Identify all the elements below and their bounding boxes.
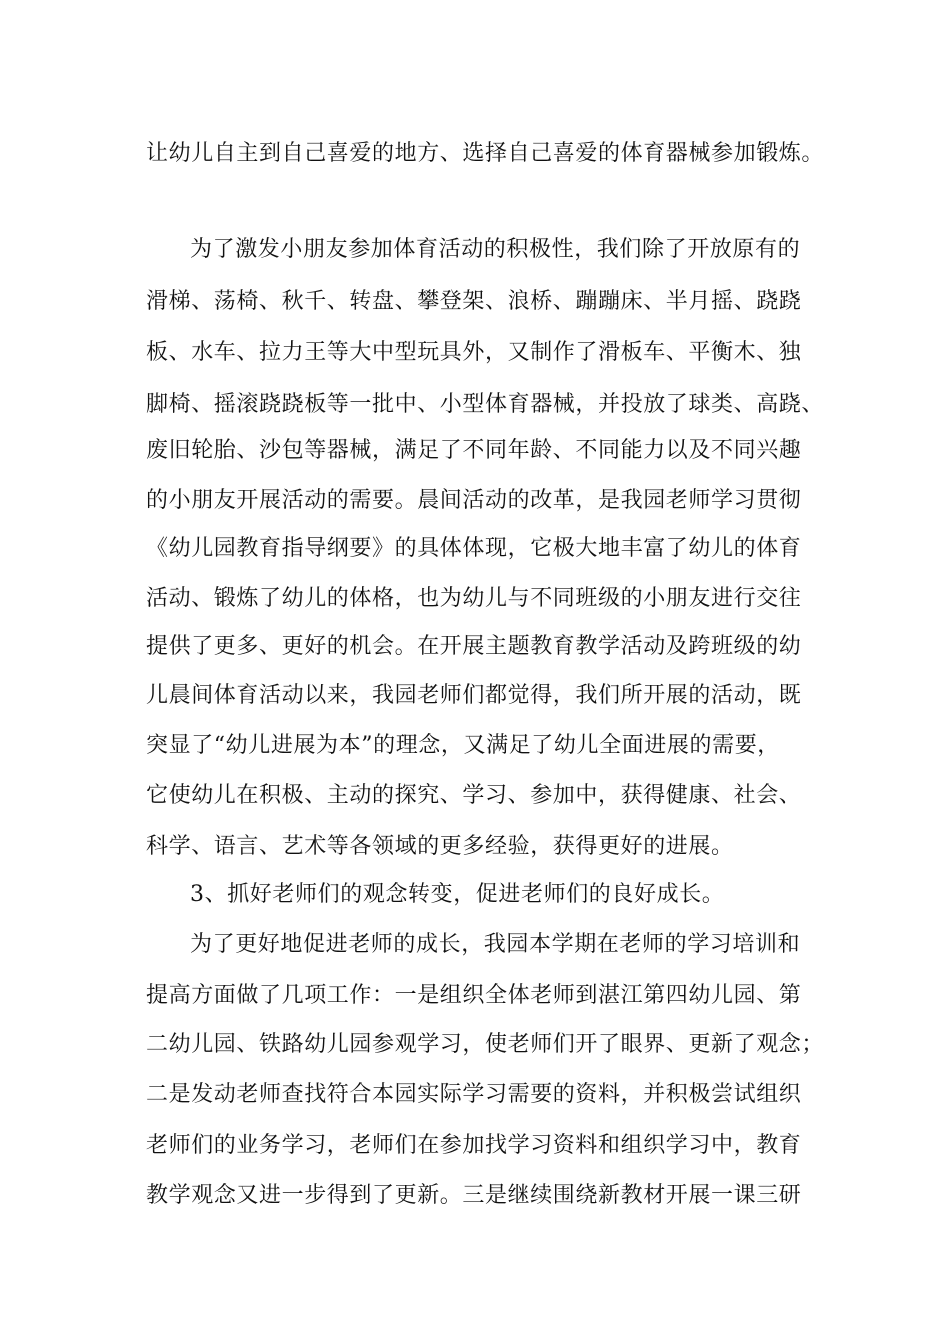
paragraph-first-line: 为了更好地促进老师的成长，我园本学期在老师的学习培训和 xyxy=(190,932,801,957)
text-line: 儿晨间体育活动以来，我园老师们都觉得，我们所开展的活动，既 xyxy=(146,683,802,708)
text-line: 它使幼儿在积极、主动的探究、学习、参加中，获得健康、社会、 xyxy=(146,783,802,808)
text-line: 废旧轮胎、沙包等器械，满足了不同年龄、不同能力以及不同兴趣 xyxy=(146,438,802,463)
text-line: 老师们的业务学习，老师们在参加找学习资料和组织学习中，教育 xyxy=(146,1133,802,1158)
text-line: 活动、锻炼了幼儿的体格，也为幼儿与不同班级的小朋友进行交往 xyxy=(146,586,802,611)
section-heading: 3、抓好老师们的观念转变，促进老师们的良好成长。 xyxy=(190,882,725,907)
paragraph-first-line: 为了激发小朋友参加体育活动的积极性，我们除了开放原有的 xyxy=(190,237,801,262)
text-line: 提高方面做了几项工作：一是组织全体老师到湛江第四幼儿园、第 xyxy=(146,983,802,1008)
text-line: 的小朋友开展活动的需要。晨间活动的改革，是我园老师学习贯彻 xyxy=(146,488,802,513)
text-line: 二幼儿园、铁路幼儿园参观学习，使老师们开了眼界、更新了观念； xyxy=(146,1032,825,1057)
text-line: 让幼儿自主到自己喜爱的地方、选择自己喜爱的体育器械参加锻炼。 xyxy=(146,141,825,166)
text-line: 教学观念又进一步得到了更新。三是继续围绕新教材开展一课三研 xyxy=(146,1183,802,1208)
text-line: 滑梯、荡椅、秋千、转盘、攀登架、浪桥、蹦蹦床、半月摇、跷跷 xyxy=(146,289,802,314)
text-line: 二是发动老师查找符合本园实际学习需要的资料，并积极尝试组织 xyxy=(146,1082,802,1107)
text-line: 突显了“幼儿进展为本”的理念，又满足了幼儿全面进展的需要， xyxy=(146,733,780,758)
text-line: 板、水车、拉力王等大中型玩具外，又制作了滑板车、平衡木、独 xyxy=(146,340,802,365)
text-line: 科学、语言、艺术等各领域的更多经验，获得更好的进展。 xyxy=(146,834,734,859)
text-line: 脚椅、摇滚跷跷板等一批中、小型体育器械，并投放了球类、高跷、 xyxy=(146,392,825,417)
text-line: 提供了更多、更好的机会。在开展主题教育教学活动及跨班级的幼 xyxy=(146,634,802,659)
text-line: 《幼儿园教育指导纲要》的具体体现，它极大地丰富了幼儿的体育 xyxy=(146,536,802,561)
